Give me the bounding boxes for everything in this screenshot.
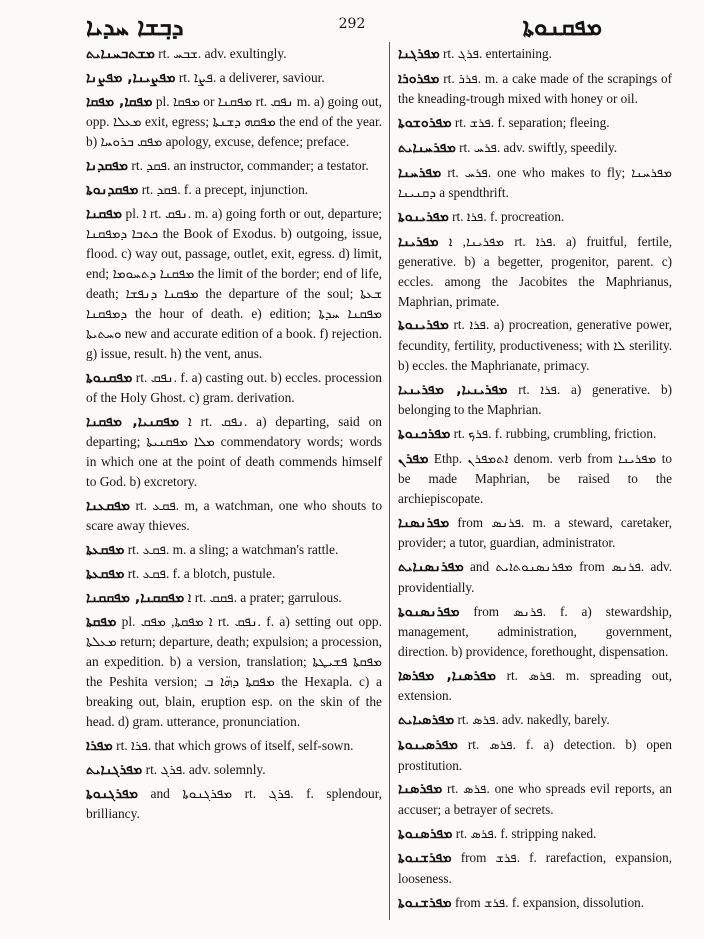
entry-headword: ܡܦܪܘܫܘܬܐ xyxy=(398,115,452,132)
entry-headword: ܡܦܩܥܢܐ xyxy=(86,498,131,514)
entry-definition: rt. ܦܩܥ. m, a watchman, one who shouts to scare away thieves. xyxy=(86,498,383,533)
entry-headword: ܡܦܪܘܪܐ xyxy=(398,70,440,87)
entry-headword: ܡܦܪܚܢܐܝܬ xyxy=(398,139,456,156)
entry-headword: ܡܦܪܢܣܢܐܝܬ xyxy=(398,559,464,576)
entry-headword: ܡܦܪܢ xyxy=(398,450,429,467)
entry-headword: ܡܦܩܢܘܬܐ xyxy=(86,370,133,386)
entry-definition: rt. ܦܪܚ. one who makes to fly; ܡܦܪܚܢܐ ܕܩܢܝܢܐ a spendthrift. xyxy=(398,164,673,201)
entry-headword: ܡܦܨܝܢܐ, ܡܦܨܢܐ xyxy=(86,70,176,86)
entry-definition: rt. ܦܪܣ. f. a) detection. b) open prostitution. xyxy=(398,736,673,773)
dictionary-entry xyxy=(398,602,672,662)
dictionary-entry xyxy=(398,232,672,312)
entry-headword: ܡܦܪܝܢܘܬܐ xyxy=(398,208,449,225)
entry-headword: ܡܦܪܫܢܘܬܐ xyxy=(398,850,452,867)
dictionary-entry xyxy=(398,380,672,420)
entry-definition: rt. ܦܪܓ. entertaining. xyxy=(443,46,552,61)
dictionary-entry xyxy=(398,779,672,819)
dictionary-entry xyxy=(86,564,382,584)
entry-definition: from ܦܪܢܣ. m. a steward, caretaker, provider; a tutor, guardian, administrator. xyxy=(398,514,672,551)
entry-definition: rt. ܦܩܥ. m. a sling; a watchman's rattle. xyxy=(127,542,339,557)
dictionary-entry xyxy=(398,424,672,445)
entry-definition: from ܦܪܢܣ. f. a) stewardship, management, administration, government, direction. b) providence, forethought, dispensation. xyxy=(398,603,673,659)
entry-headword: ܡܦܩܢܝܐ, ܡܦܩܢܐ xyxy=(86,414,180,430)
entry-headword: ܡܦܩܐ, ܡܦܩܐ xyxy=(86,94,153,110)
entry-definition: rt. ܦܪܫ. f. separation; fleeing. xyxy=(454,115,610,131)
dictionary-entry xyxy=(398,557,672,597)
dictionary-entry xyxy=(86,68,382,88)
entry-headword: ܡܦܪܝܢܘܬܐ xyxy=(398,317,449,334)
entry-headword: ܡܦܪܝܢܐ xyxy=(398,233,439,250)
dictionary-entry xyxy=(86,156,382,176)
entry-headword: ܡܦܪܝܢܝܐ, ܡܦܪܝܢܝܐ xyxy=(398,381,508,398)
entry-definition: pl. ܐ ܡܦܩܬܐ, ܡܦܩ rt. ܢܦܩ. f. a) setting out opp. ܡܥܠܬܐ return; departure, death; expulsion; a procession, an expedition. b) a version, translation; ܡܦܩܬܐ ܦܫܝܛܬܐ the Peshita version; ܡܦܩܬܐ ܕܗ̈ܐ ܒ the Hexapla. c) a breaking out, blain, eruption esp. on the skin of the head. d) gram. utterance, pronunciation. xyxy=(86,614,382,729)
entry-definition: rt. ܢܦܩ. f. a) casting out. b) eccles. procession of the Holy Ghost. c) gram. derivation. xyxy=(86,370,383,405)
entry-definition: rt. ܦܪܐ. a) generative. b) belonging to the Maphrian. xyxy=(398,381,672,418)
column-divider xyxy=(389,42,390,920)
entry-definition: rt. ܦܪܐ. that which grows of itself, self-sown. xyxy=(116,738,354,753)
dictionary-entry xyxy=(86,588,382,608)
entry-definition: rt. ܦܪܣ. m. spreading out, extension. xyxy=(398,667,672,704)
dictionary-entry xyxy=(398,113,672,134)
dictionary-entry xyxy=(398,449,672,509)
entry-definition: ܡܦܪܝܢܐ, ܐ rt. ܦܪܐ. a) fruitful, fertile, generative. b) a begetter, progenitor, parent. c) eccles. among the Jacobites the Maphrianus, Maphrian, primate. xyxy=(398,233,672,309)
entry-definition: rt. ܦܪܚ. adv. swiftly, speedily. xyxy=(459,139,618,155)
dictionary-entry xyxy=(86,44,382,64)
entry-headword: ܡܦܪܐ xyxy=(86,738,113,754)
dictionary-entry xyxy=(86,204,382,364)
entry-definition: from ܦܪܫ. f. rarefaction, expansion, looseness. xyxy=(398,850,673,887)
dictionary-entry xyxy=(86,540,382,560)
entry-definition: and ܡܦܪܢܣܢܘܬܐܝܬ from ܦܪܢܣ. adv. providentially. xyxy=(398,559,673,595)
entry-definition: rt. ܦܪܟ. f. rubbing, crumbling, friction. xyxy=(453,425,657,441)
entry-definition: rt. ܦܩܕ. an instructor, commander; a testator. xyxy=(131,158,369,173)
entry-definition: rt. ܦܪܣ. adv. nakedly, barely. xyxy=(457,712,610,728)
dictionary-entry xyxy=(398,513,672,553)
entry-headword: ܡܦܩܩܢܐ, ܡܦܩܩܢܐ xyxy=(86,590,185,606)
entry-definition: and ܡܦܪܓܢܘܬܐ rt. ܦܪܓ. f. splendour, brilliancy. xyxy=(86,786,382,821)
entry-definition: ܐ rt. ܦܩܩ. a prater; garrulous. xyxy=(187,590,342,605)
dictionary-entry xyxy=(86,180,382,200)
dictionary-entry xyxy=(398,315,672,375)
entry-definition: rt. ܦܩܥ. f. a blotch, pustule. xyxy=(127,566,276,581)
entry-definition: rt. ܦܪܪ. m. a cake made of the scrapings of the kneading-trough mixed with honey or oil. xyxy=(398,70,672,107)
entry-headword: ܡܦܪܟܢܘܬܐ xyxy=(398,425,451,442)
entry-headword: ܡܦܪܣܢܘܬܐ xyxy=(398,825,453,842)
entry-headword: ܡܦܪܣܝܐܝܬ xyxy=(398,712,455,729)
entry-headword: ܡܦܩܥܬܐ xyxy=(86,566,125,582)
entry-definition: rt. ܦܪܓ. adv. solemnly. xyxy=(145,762,266,777)
dictionary-entry xyxy=(398,69,672,109)
right-column xyxy=(398,44,672,917)
dictionary-entry xyxy=(86,368,382,408)
entry-headword: ܡܦܪܓܢܐܝܬ xyxy=(86,762,143,778)
entry-headword: ܡܦܩܬܐ xyxy=(86,614,117,630)
entry-definition: rt. ܦܪܐ. a) procreation, generative power, fecundity, fertility, productiveness; with ܠܐ sterility. b) eccles. the Maphrianate, primacy. xyxy=(398,317,673,373)
dictionary-entry xyxy=(398,666,672,706)
entry-headword: ܡܦܩܕܢܐ xyxy=(86,158,129,174)
entry-headword: ܡܦܪܓܢܘܬܐ xyxy=(86,786,139,802)
entry-headword: ܡܦܪܢܣܢܘܬܐ xyxy=(398,603,460,620)
dictionary-entry xyxy=(86,760,382,780)
running-head-left: ܕܒ݂ܫܐ ܚܕܝܐ xyxy=(86,12,184,41)
dictionary-entry xyxy=(398,163,672,203)
entry-definition: pl. ܡܦܩܐ or ܡܦܩܢܐ rt. ܢܦܩ m. a) going out, opp. ܡܥܠܐ exit, egress; ܡܦܩܗ ܕܫܢܬܐ the end of the year. b) ܡܦܩ ܒܪܘܚܐ apology, excuse, defence; preface. xyxy=(86,94,383,149)
entry-headword: ܡܦܩܥܬܐ xyxy=(86,542,125,558)
dictionary-entry xyxy=(398,735,672,775)
dictionary-entry xyxy=(398,44,672,65)
entry-headword: ܡܦܩܢܐ xyxy=(86,206,123,222)
entry-definition: rt. ܦܪܣ. one who spreads evil reports, an accuser; a betrayer of secrets. xyxy=(398,781,672,817)
entry-headword: ܡܦܩܕܢܘܬܐ xyxy=(86,182,139,198)
dictionary-entry xyxy=(86,736,382,756)
entry-headword: ܡܦܪܢܣܢܐ xyxy=(398,514,450,531)
entry-definition: rt. ܦܪܣ. f. stripping naked. xyxy=(455,825,597,841)
entry-headword: ܡܦܪܫܢܘܬܐ xyxy=(398,894,452,911)
entry-headword: ܡܦܪܣܢܐ, ܡܦܪܣܐ xyxy=(398,667,496,684)
entry-definition: rt. ܦܩܕ. f. a precept, injunction. xyxy=(141,182,309,197)
entry-definition: rt. ܫܒܚ. adv. exultingly. xyxy=(158,46,287,61)
entry-definition: pl. ܐ rt. ܢܦܩ. m. a) going forth or out, departure; ܟܬܒܐ ܕܡܦܩܢܐ the Book of Exodus. b) outgoing, issue, flood. c) way out, passage, outlet, exit, egress. d) limit, end; ܡܦܩܢܐ ܕܬܚܘܡܐ the limit of the border; end of life, death; ܡܦܩܢܐ ܕܢܦܫܐ the departure of the soul; ܫܥܬܐ ܕܡܦܩܢܐ the hour of death. e) edition; ܡܦܩܢܐ ܚܕܬܐ ܘܚܬܝܬܐ new and accurate edition of a book. f) rejection. g) issue, result. h) the vent, anus. xyxy=(86,206,382,361)
running-head-right: ܡܦܩܢܘܬܐ xyxy=(522,12,602,41)
entry-headword: ܡܦܪܚܢܐ xyxy=(398,164,442,181)
entry-headword: ܡܦܪܣܢܐ xyxy=(398,781,443,798)
dictionary-entry xyxy=(86,412,382,492)
dictionary-entry xyxy=(398,207,672,228)
dictionary-entry xyxy=(86,496,382,536)
dictionary-entry xyxy=(86,784,382,824)
page-number: 292 xyxy=(338,16,366,32)
page-header xyxy=(0,12,704,40)
entry-headword: ܡܦܪܓܢܐ xyxy=(398,46,440,62)
dictionary-entry xyxy=(398,848,672,888)
dictionary-entry xyxy=(398,138,672,159)
entry-definition: rt. ܦܨܐ. a deliverer, saviour. xyxy=(178,70,325,85)
entry-definition: rt. ܦܪܐ. f. procreation. xyxy=(452,208,565,224)
entry-headword: ܡܫܬܒܚܢܐܝܬ xyxy=(86,46,155,62)
dictionary-entry xyxy=(86,92,382,152)
dictionary-entry xyxy=(398,710,672,731)
entry-definition: from ܦܪܫ. f. expansion, dissolution. xyxy=(454,894,645,910)
left-column xyxy=(86,44,382,828)
dictionary-entry xyxy=(398,824,672,845)
dictionary-entry xyxy=(86,612,382,732)
entry-headword: ܡܦܪܣܝܢܘܬܐ xyxy=(398,736,458,753)
entry-definition: ܐ rt. ܢܦܩ. a) departing, said on departing; ܡܠܐ ܡܦܩܢܝܬܐ commendatory words; words in which one at the point of death commends himself to God. b) excretory. xyxy=(86,414,383,489)
dictionary-entry xyxy=(398,893,672,914)
entry-definition: Ethp. ܐܬܡܦܪܢ denom. verb from ܡܦܪܝܢܐ to be made Maphrian, be raised to the archiepiscopate. xyxy=(398,450,672,507)
